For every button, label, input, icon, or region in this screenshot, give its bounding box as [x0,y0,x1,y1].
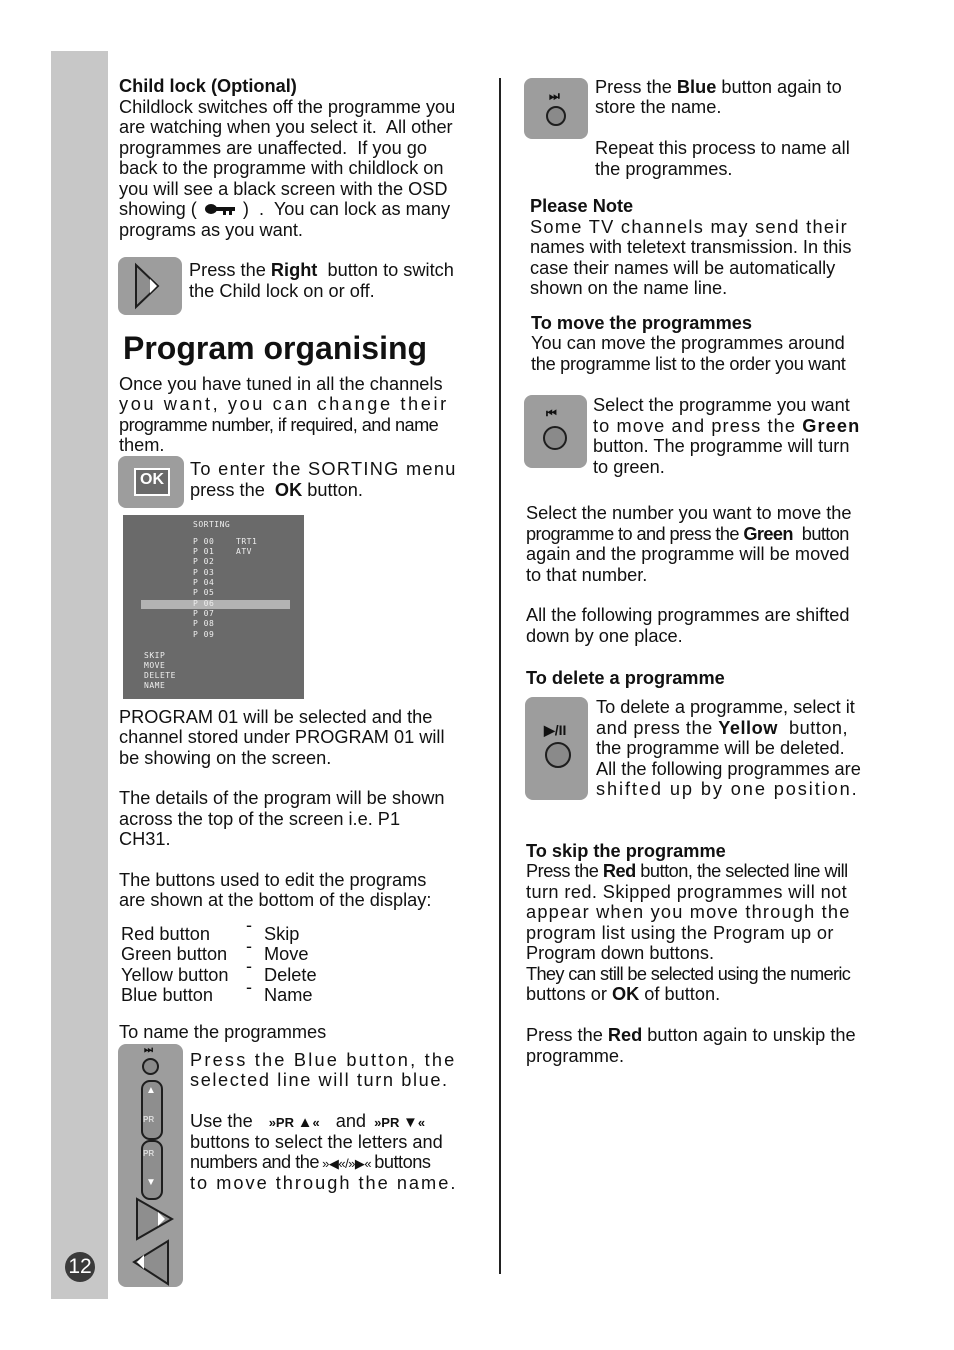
down-arrow-icon: ▼ [146,1177,156,1188]
repeat-text: Repeat this process to name all [595,138,850,158]
osd-menu-item: NAME [144,681,166,690]
note-line: names with teletext transmission. In this [530,237,852,257]
column-divider [499,78,501,1274]
osd-row: P 09 [193,629,215,639]
osd-row: P 01 [193,547,215,556]
green-button-icon [543,426,567,450]
table-action-label: Name [264,985,313,1005]
name-use-line: Use the »PR ▲« and »PR ▼« [190,1111,426,1131]
table-action-label: Delete [264,964,317,985]
next-icon: ⏭ [144,1045,153,1056]
ok-key: OK [134,468,170,496]
delete-text: the programme will be deleted. [596,738,845,758]
sorting-menu-screenshot [123,515,304,699]
child-lock-line: you will see a black screen with the OSD [119,178,448,199]
table-dash: - [246,956,252,976]
intro-line: them. [119,435,165,455]
skip-line: They can still be selected using the numeric [526,963,851,984]
intro-line: programme number, if required, and name [119,414,439,435]
ok-text-line: press the OK button. [190,479,363,500]
blue-text-line: store the name. [595,97,722,117]
child-lock-line: are watching when you select it. All other [119,117,453,137]
right-arrow-icon [118,257,182,315]
prev-icon: ⏮ [546,406,557,420]
osd-row: P 04 [193,578,215,587]
ok-text: To enter the SORTING menu [190,458,457,479]
table-button-label: Red button [121,923,210,944]
key-icon [205,202,235,216]
child-lock-line: back to the programme with childlock on [119,158,444,178]
table-button-label: Green button [121,944,228,964]
blue-button-icon [546,106,566,126]
para-line: across the top of the screen i.e. P1 [119,808,401,829]
note-line: case their names will be automatically [530,257,836,278]
blue-button-illustration [524,78,588,139]
move-para: to that number. [526,564,648,585]
para-line: CH31. [119,829,171,849]
child-lock-line: programs as you want. [119,219,303,240]
child-lock-line: Childlock switches off the programme you [119,96,456,117]
skip-title: To skip the programme [526,840,726,861]
shift-text: down by one place. [526,625,683,646]
skip-line: appear when you move through the [526,902,851,922]
pr-label: PR [143,1115,155,1124]
table-dash: - [246,935,252,956]
intro-line: Once you have tuned in all the channels [119,373,443,394]
yellow-button-illustration [525,697,588,800]
right-arrow-icon [118,1044,183,1287]
child-lock-showing: showing ( ) . You can lock as many [119,199,451,219]
name-programmes-heading: To name the programmes [119,1021,327,1042]
osd-row: P 07 [193,609,215,618]
select-text: to green. [593,456,665,477]
name-text-arrows: numbers and the »◀«/»▶« buttons [190,1152,431,1172]
osd-menu-item: SKIP [144,651,166,660]
skip-line: buttons or OK of button. [526,984,721,1004]
delete-text: All the following programmes are [596,758,861,779]
right-button-text: Press the Right button to switch [189,260,454,280]
name-text: to move through the name. [190,1172,458,1193]
move-para: Select the number you want to move the [526,503,852,523]
osd-channel-name: ATV [236,547,252,556]
osd-highlight-bar [141,600,290,609]
unskip-line: programme. [526,1045,625,1066]
table-button-label: Yellow button [121,964,229,985]
right-button-text-line: the Child lock on or off. [189,280,375,301]
osd-menu-item: DELETE [144,671,176,680]
note-line: Some TV channels may send their [530,216,848,237]
osd-title: SORTING [193,520,231,529]
up-arrow-icon: ▲ [146,1085,156,1096]
note-line: shown on the name line. [530,278,728,298]
table-button-label: Blue button [121,985,214,1005]
delete-text: To delete a programme, select it [596,697,855,717]
skip-line: program list using the Program up or [526,922,834,943]
para-line: channel stored under PROGRAM 01 will [119,727,445,747]
intro-line: you want, you can change their [119,394,449,414]
osd-row: P 03 [193,567,215,577]
shift-text: All the following programmes are shifted [526,605,850,625]
table-dash: - [246,915,252,935]
move-line: the programme list to the order you want [531,353,846,374]
para-line: PROGRAM 01 will be selected and the [119,706,433,727]
delete-text-line: and press the Yellow button, [596,717,849,738]
select-text-line: to move and press the Green [593,415,861,436]
green-button-illustration [524,395,587,468]
note-title: Please Note [530,196,634,216]
repeat-text: the programmes. [595,158,733,179]
delete-text: shifted up by one position. [596,779,859,799]
child-lock-line: programmes are unaffected. If you go [119,137,428,158]
play-pause-icon: ▶/II [544,722,567,738]
table-dash: - [246,976,252,997]
next-icon: ⏭ [549,89,560,103]
page-sidebar [51,51,108,1299]
osd-menu-item: MOVE [144,661,166,670]
table-action-label: Skip [264,923,300,944]
osd-row: P 00 [193,537,215,546]
osd-row: P 08 [193,619,215,628]
pr-label: PR [143,1149,155,1158]
page-number: 12 [65,1252,95,1282]
remote-illustration [118,1044,183,1287]
skip-line: Press the Red button, the selected line will [526,861,848,881]
right-button-illustration [118,257,182,315]
table-action-label: Move [264,944,309,964]
move-title: To move the programmes [531,312,752,333]
para-line: be showing on the screen. [119,747,332,768]
skip-line: turn red. Skipped programmes will not [526,881,848,902]
para-line: The details of the program will be shown [119,788,445,808]
unskip-line: Press the Red button again to unskip the [526,1025,856,1045]
page-heading: Program organising [123,330,428,366]
ok-button-illustration [118,456,184,508]
name-text: buttons to select the letters and [190,1131,443,1152]
osd-row: P 06 [193,599,215,608]
para-line: The buttons used to edit the programs [119,869,427,890]
move-para-line: programme to and press the Green button [526,523,849,544]
name-text: selected line will turn blue. [190,1070,449,1090]
select-text: Select the programme you want [593,395,850,415]
osd-channel-name: TRT1 [236,537,258,546]
move-para: again and the programme will be moved [526,544,850,564]
skip-line: Program down buttons. [526,943,715,963]
delete-title: To delete a programme [526,667,725,688]
para-line: are shown at the bottom of the display: [119,890,432,910]
osd-row: P 02 [193,557,215,566]
name-text: Press the Blue button, the [190,1050,457,1070]
select-text: button. The programme will turn [593,436,850,456]
child-lock-title: Child lock (Optional) [119,76,297,96]
move-line: You can move the programmes around [531,333,845,353]
yellow-button-icon [545,742,571,768]
blue-text: Press the Blue button again to [595,76,842,97]
osd-row: P 05 [193,588,215,597]
